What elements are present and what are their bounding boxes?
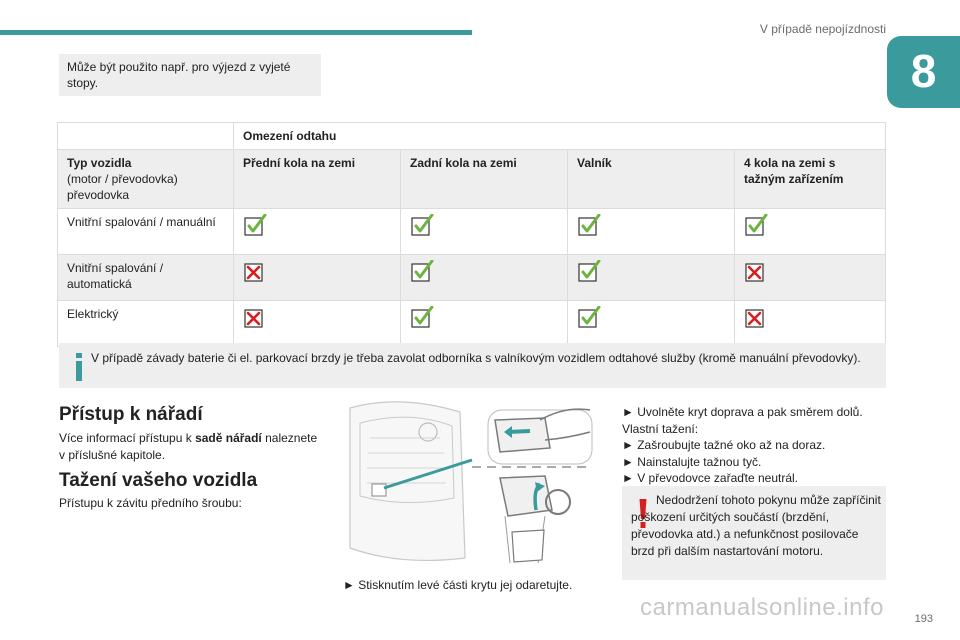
status-cell	[568, 301, 735, 347]
chapter-tab	[887, 36, 960, 108]
check-icon	[410, 214, 434, 238]
status-cell	[401, 301, 568, 347]
tools-text-before: Více informací přístupu k	[59, 431, 196, 445]
status-cell	[401, 209, 568, 255]
table-row	[58, 209, 886, 255]
status-cell	[735, 301, 886, 347]
cross-icon	[243, 260, 267, 284]
step-line: ► Nainstalujte tažnou tyč.	[622, 454, 762, 469]
section-title: V případě nepojízdnosti	[759, 22, 886, 36]
warning-box	[622, 486, 886, 580]
check-icon	[744, 214, 768, 238]
cross-icon	[744, 306, 768, 330]
table-row	[58, 301, 886, 347]
towing-steps	[622, 404, 892, 487]
towing-heading: Tažení vašeho vozidla	[59, 470, 258, 491]
status-cell	[735, 255, 886, 301]
tools-text-after: naleznete v příslušné kapitole.	[59, 431, 318, 462]
check-icon	[577, 214, 601, 238]
row-header-sub: (motor / převodovka) převodovka	[67, 172, 178, 202]
check-icon	[410, 306, 434, 330]
note-box: Může být použito např. pro výjezd z vyjeté stopy.	[59, 54, 321, 96]
towing-text: Přístupu k závitu předního šroubu:	[59, 496, 242, 510]
table-corner-cell	[58, 123, 234, 150]
column-header: Valník	[568, 150, 735, 209]
chapter-number: 8	[910, 45, 937, 97]
cross-icon	[243, 306, 267, 330]
status-cell	[401, 255, 568, 301]
info-box	[59, 343, 886, 388]
column-header: 4 kola na zemi s tažným zařízením	[735, 150, 886, 209]
tools-paragraph	[59, 430, 324, 464]
status-cell	[234, 255, 401, 301]
table-group-header: Omezení odtahu	[234, 123, 886, 150]
warning-text: Nedodržení tohoto pokynu může zapříčinit poškození určitých součástí (brzdění, převodovka atd.) a nefunkčnost posilovače brzd při dalším nastartování motoru.	[631, 493, 881, 558]
vehicle-type-cell: Elektrický	[58, 301, 234, 347]
step-line: Vlastní tažení:	[622, 421, 699, 436]
tools-text-bold: sadě nářadí	[195, 431, 262, 445]
status-cell	[234, 209, 401, 255]
illustration-caption: ► Stisknutím levé části krytu jej odaretujte.	[343, 578, 573, 592]
step-line: ► Zašroubujte tažné oko až na doraz.	[622, 438, 826, 452]
step-line: ► V převodovce zařaďte neutrál.	[622, 471, 799, 485]
table-header-row	[58, 150, 886, 209]
page-number: 193	[914, 613, 933, 625]
column-header: Zadní kola na zemi	[401, 150, 568, 209]
watermark: carmanualsonline.info	[640, 594, 884, 621]
check-icon	[577, 260, 601, 284]
column-header: Přední kola na zemi	[234, 150, 401, 209]
check-icon	[577, 306, 601, 330]
vehicle-type-cell: Vnitřní spalování / manuální	[58, 209, 234, 255]
status-cell	[735, 209, 886, 255]
towing-cover-illustration	[340, 398, 604, 570]
check-icon	[243, 214, 267, 238]
vehicle-type-cell: Vnitřní spalování / automatická	[58, 255, 234, 301]
warning-text-block	[631, 492, 881, 560]
info-text: V případě závady baterie či el. parkovací brzdy je třeba zavolat odborníka s valníkovým vozidlem odtahové služby (kromě manuální převodovky).	[91, 351, 861, 365]
header-accent-bar	[0, 30, 472, 35]
status-cell	[568, 209, 735, 255]
cross-icon	[744, 260, 768, 284]
tools-heading: Přístup k nářadí	[59, 404, 203, 425]
table-row	[58, 255, 886, 301]
row-header-title: Typ vozidla	[67, 156, 132, 170]
step-line: ► Uvolněte kryt doprava a pak směrem dolů.	[622, 405, 863, 419]
status-cell	[568, 255, 735, 301]
status-cell	[234, 301, 401, 347]
row-header-cell	[58, 150, 234, 209]
check-icon	[410, 260, 434, 284]
info-icon	[74, 353, 84, 381]
towing-restrictions-table	[57, 122, 886, 347]
